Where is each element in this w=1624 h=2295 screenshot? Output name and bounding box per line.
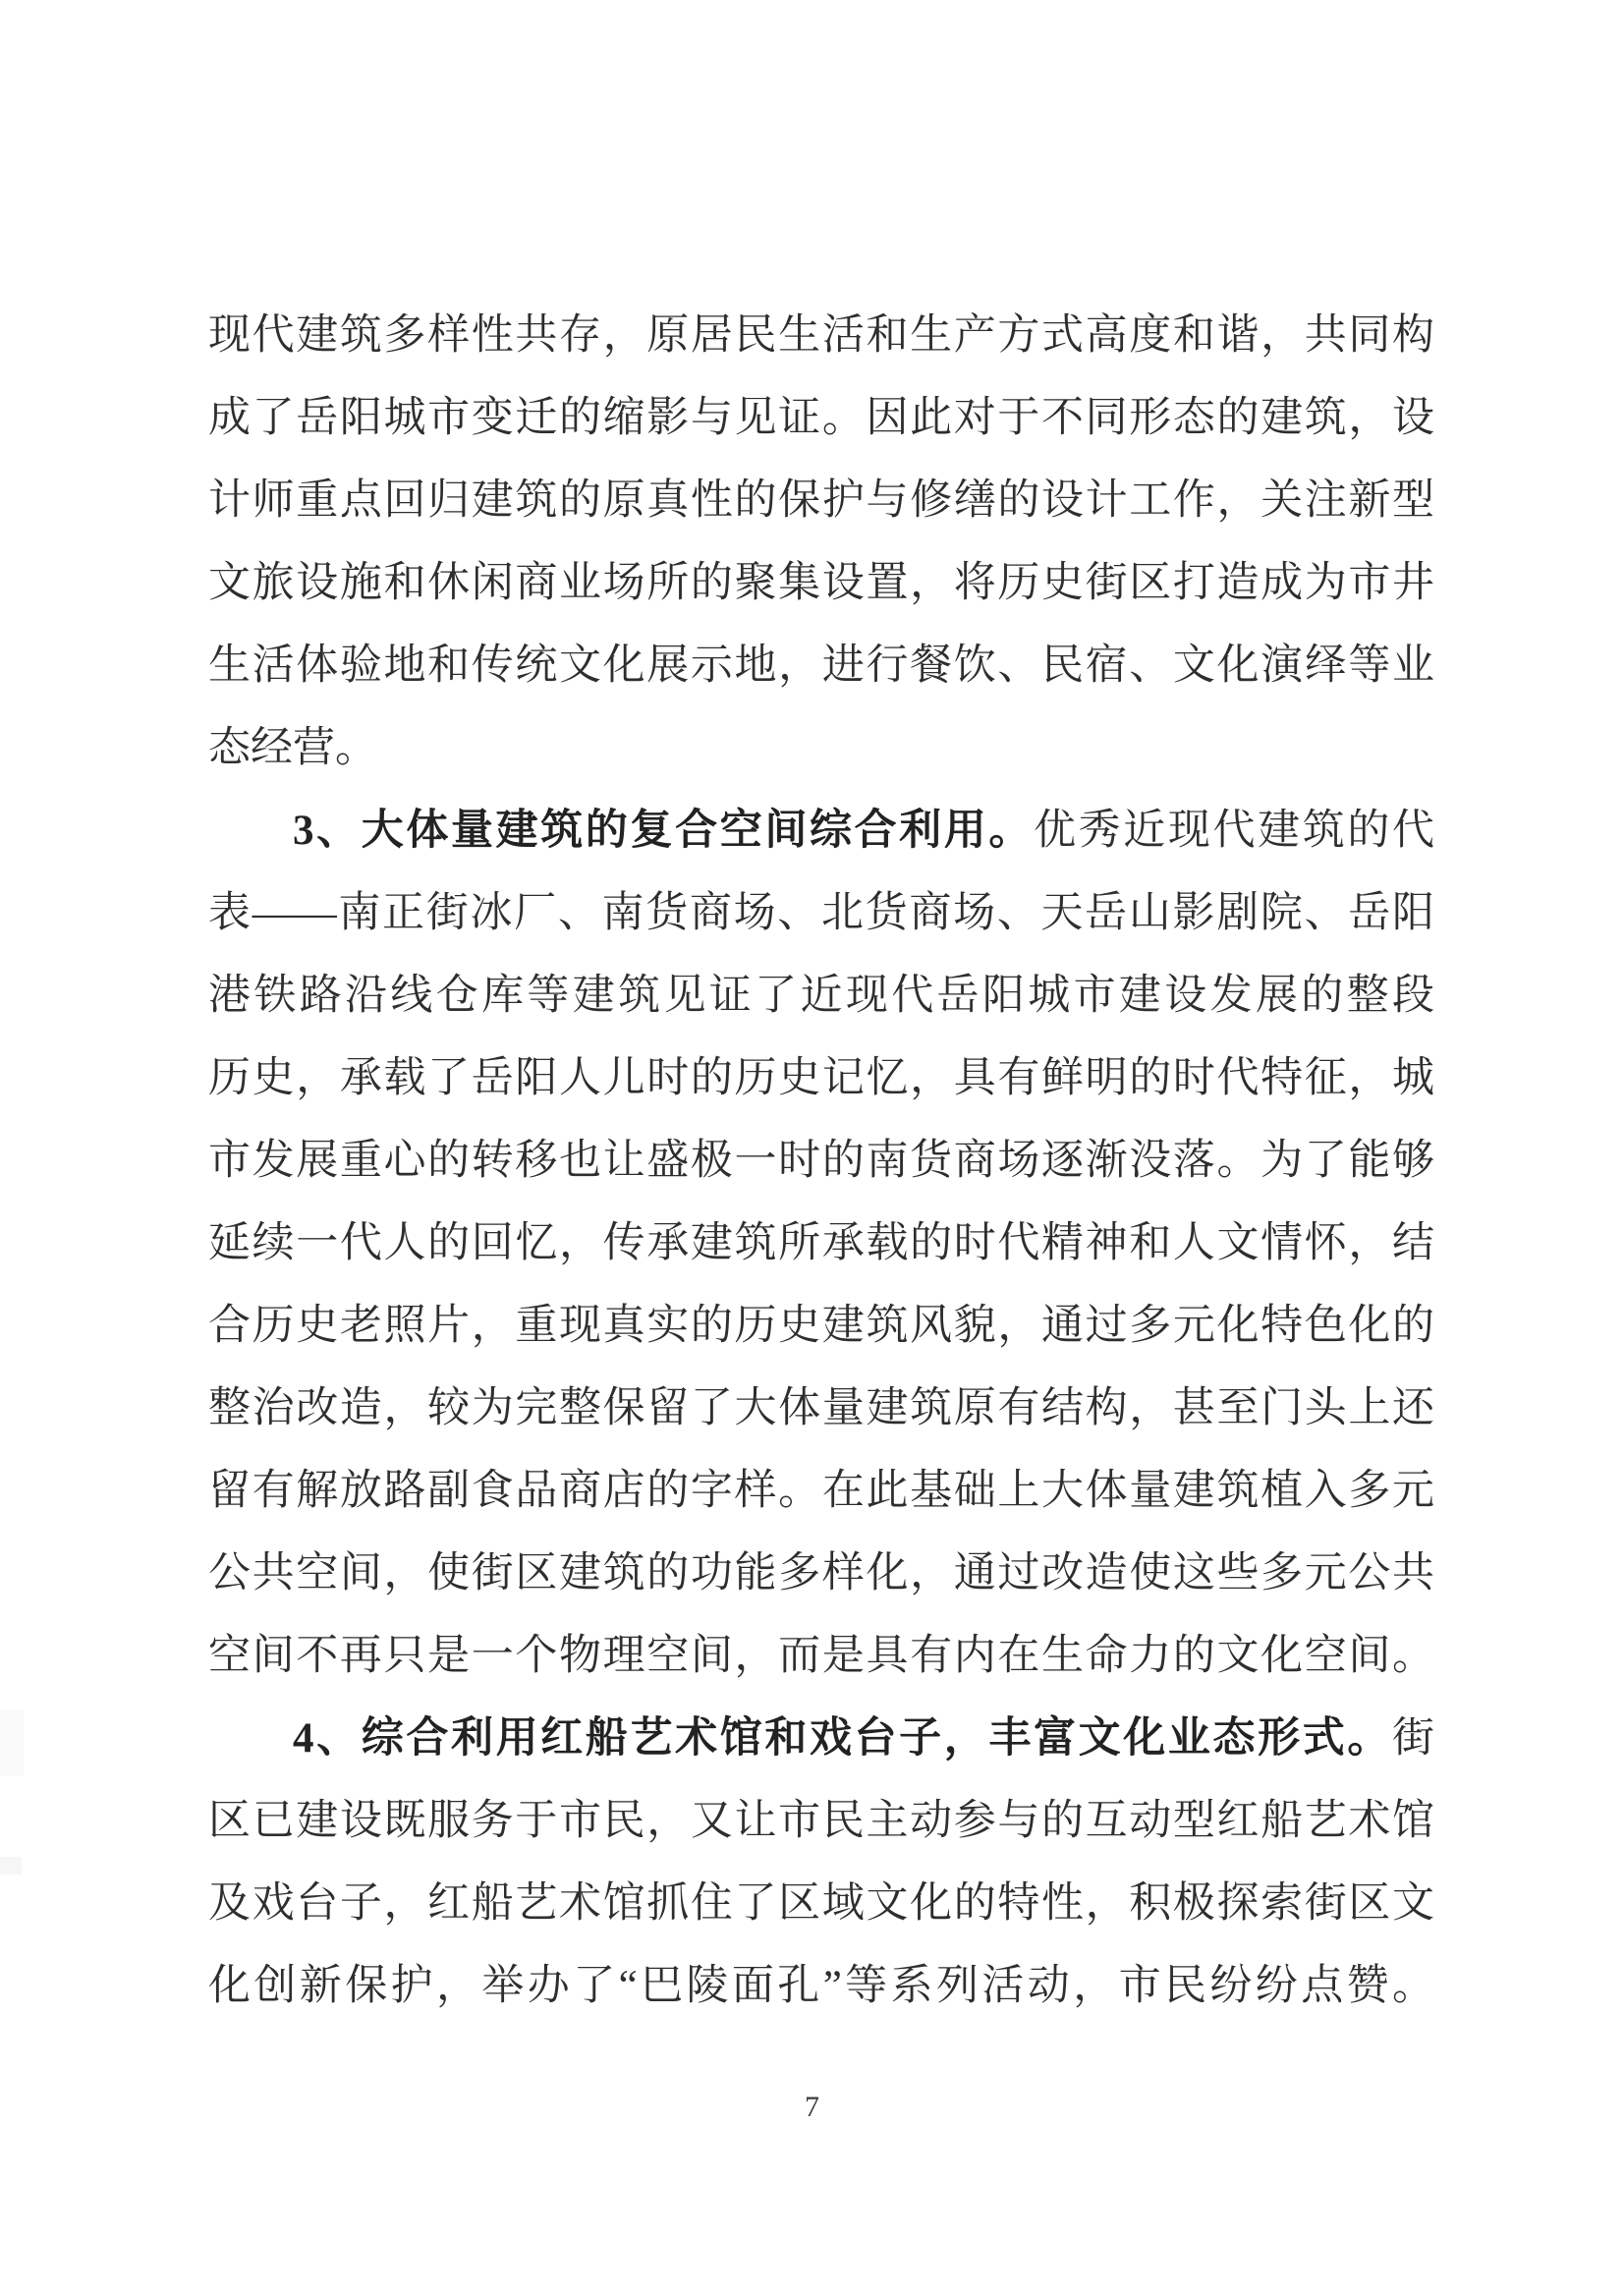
text-line: 态经营。 <box>208 725 377 771</box>
text-line: 留有解放路副食品商店的字样。在此基础上大体量建筑植入多元 <box>208 1468 1434 1514</box>
page-number: 7 <box>805 2091 819 2123</box>
text-line: 延续一代人的回忆，传承建筑所承载的时代精神和人文情怀，结 <box>208 1220 1434 1266</box>
heading-4-bold-text: 4、综合利用红船艺术馆和戏台子，丰富文化业态形式。 <box>293 1715 1392 1762</box>
section-heading-4 <box>208 1698 1434 1780</box>
heading-3-bold-text: 3、大体量建筑的复合空间综合利用。 <box>293 808 1035 854</box>
heading-4-following-text: 街 <box>1392 1715 1434 1762</box>
text-line: 生活体验地和传统文化展示地，进行餐饮、民宿、文化演绎等业 <box>208 643 1434 689</box>
text-line: 公共空间，使街区建筑的功能多样化，通过改造使这些多元公共 <box>208 1550 1434 1596</box>
text-line: 现代建筑多样性共存，原居民生活和生产方式高度和谐，共同构 <box>208 312 1434 359</box>
text-line: 及戏台子，红船艺术馆抓住了区域文化的特性，积极探索街区文 <box>208 1880 1434 1927</box>
text-line: 空间不再只是一个物理空间，而是具有内在生命力的文化空间。 <box>208 1633 1434 1679</box>
text-line: 区已建设既服务于市民，又让市民主动参与的互动型红船艺术馆 <box>208 1798 1434 1844</box>
scan-artifact <box>0 1857 22 1875</box>
text-line: 市发展重心的转移也让盛极一时的南货商场逐渐没落。为了能够 <box>208 1138 1434 1184</box>
body-text <box>208 295 1434 2028</box>
section-heading-3 <box>208 790 1434 872</box>
text-line: 文旅设施和休闲商业场所的聚集设置，将历史街区打造成为市井 <box>208 560 1434 606</box>
text-line: 化创新保护，举办了“巴陵面孔”等系列活动，市民纷纷点赞。 <box>208 1963 1434 2009</box>
text-line: 计师重点回归建筑的原真性的保护与修缮的设计工作，关注新型 <box>208 477 1434 524</box>
text-line: 表——南正街冰厂、南货商场、北货商场、天岳山影剧院、岳阳 <box>208 890 1434 936</box>
text-line: 历史，承载了岳阳人儿时的历史记忆，具有鲜明的时代特征，城 <box>208 1055 1434 1101</box>
text-line: 成了岳阳城市变迁的缩影与见证。因此对于不同形态的建筑，设 <box>208 395 1434 441</box>
text-line: 整治改造，较为完整保留了大体量建筑原有结构，甚至门头上还 <box>208 1385 1434 1431</box>
text-line: 合历史老照片，重现真实的历史建筑风貌，通过多元化特色化的 <box>208 1303 1434 1349</box>
text-line: 港铁路沿线仓库等建筑见证了近现代岳阳城市建设发展的整段 <box>208 973 1434 1019</box>
heading-3-following-text: 优秀近现代建筑的代 <box>1034 808 1434 854</box>
scan-artifact <box>0 1709 24 1776</box>
